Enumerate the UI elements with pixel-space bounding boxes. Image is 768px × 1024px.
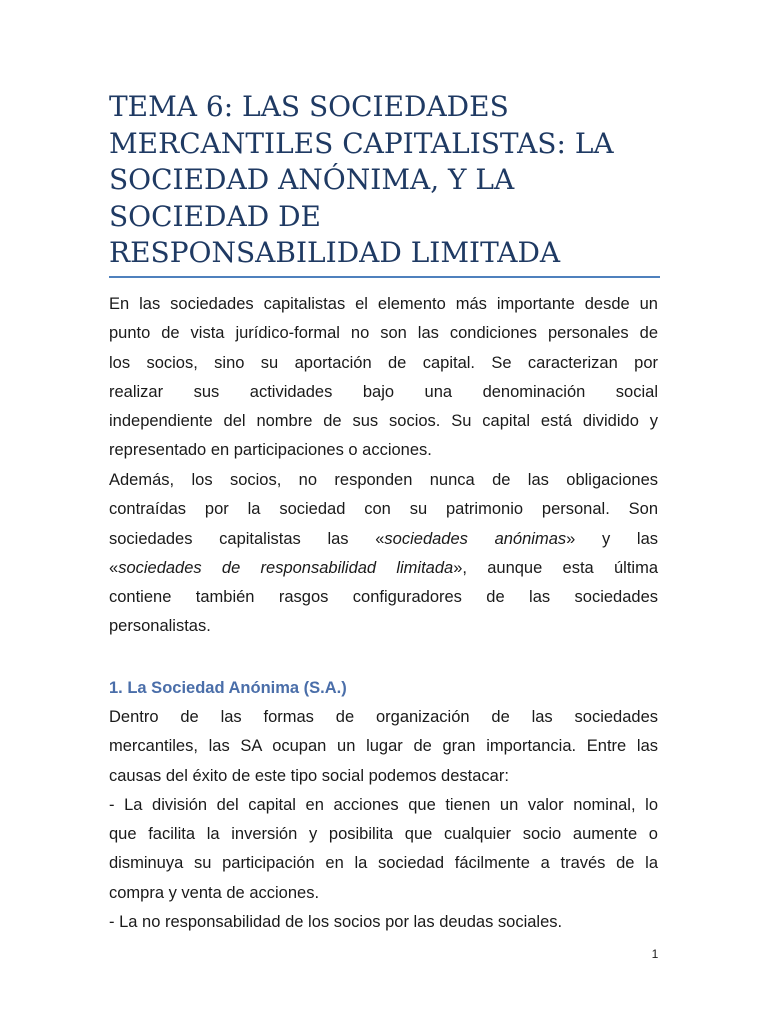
list-item-line: - La división del capital en acciones que tienen un valor nominal, lo [109, 795, 658, 814]
section-paragraph [109, 703, 658, 937]
document-title [109, 89, 669, 272]
list-item-line: - La no responsabilidad de los socios por las deudas sociales. [109, 913, 563, 932]
page-number: 1 [651, 947, 659, 961]
paragraph-line: En las sociedades capitalistas el elemento más importante desde un [109, 295, 658, 313]
intro-paragraph [109, 290, 658, 466]
paragraph-line: causas del éxito de este tipo social podemos destacar: [109, 766, 509, 785]
paragraph-line: personalistas. [109, 617, 211, 636]
section-heading: 1. La Sociedad Anónima (S.A.) [109, 679, 347, 697]
paragraph-line: realizar sus actividades bajo una denominación social [109, 382, 658, 401]
paragraph-line: mercantiles, las SA ocupan un lugar de gran importancia. Entre las [109, 737, 658, 756]
paragraph-line: contraídas por la sociedad con su patrimonio personal. Son [109, 500, 658, 519]
text-run: » y las [566, 529, 659, 548]
title-line: SOCIEDAD DE [109, 199, 321, 233]
list-item-line: compra y venta de acciones. [109, 883, 320, 902]
title-line: TEMA 6: LAS SOCIEDADES [109, 90, 509, 123]
title-line: RESPONSABILIDAD LIMITADA [109, 236, 561, 269]
paragraph-line: Dentro de las formas de organización de las sociedades [109, 708, 658, 726]
title-underline-rule [109, 276, 660, 278]
paragraph-line: punto de vista jurídico-formal no son las condiciones personales de [109, 324, 658, 343]
italic-term: sociedades anónimas [384, 529, 567, 548]
paragraph-line: contiene también rasgos configuradores de las sociedades [109, 588, 658, 607]
text-run: « [109, 558, 119, 577]
paragraph-line: Además, los socios, no responden nunca de las obligaciones [109, 471, 658, 489]
paragraph-line: representado en participaciones o acciones. [109, 441, 432, 460]
text-run: sociedades capitalistas las « [109, 529, 385, 548]
list-item-line: que facilita la inversión y posibilita que cualquier socio aumente o [109, 825, 658, 844]
paragraph-line: independiente del nombre de sus socios. Su capital está dividido y [109, 412, 658, 431]
paragraph-line [109, 554, 658, 583]
text-run: », aunque esta última [453, 558, 658, 577]
capitalist-companies-paragraph [109, 466, 658, 642]
paragraph-line [109, 525, 658, 554]
italic-term: sociedades de responsabilidad limitada [118, 558, 454, 577]
list-item-line: disminuya su participación en la sociedad fácilmente a través de la [109, 854, 658, 873]
title-line: SOCIEDAD ANÓNIMA, Y LA [109, 163, 515, 196]
title-line: MERCANTILES CAPITALISTAS: LA [109, 126, 614, 160]
paragraph-line: los socios, sino su aportación de capital. Se caracterizan por [109, 353, 658, 372]
